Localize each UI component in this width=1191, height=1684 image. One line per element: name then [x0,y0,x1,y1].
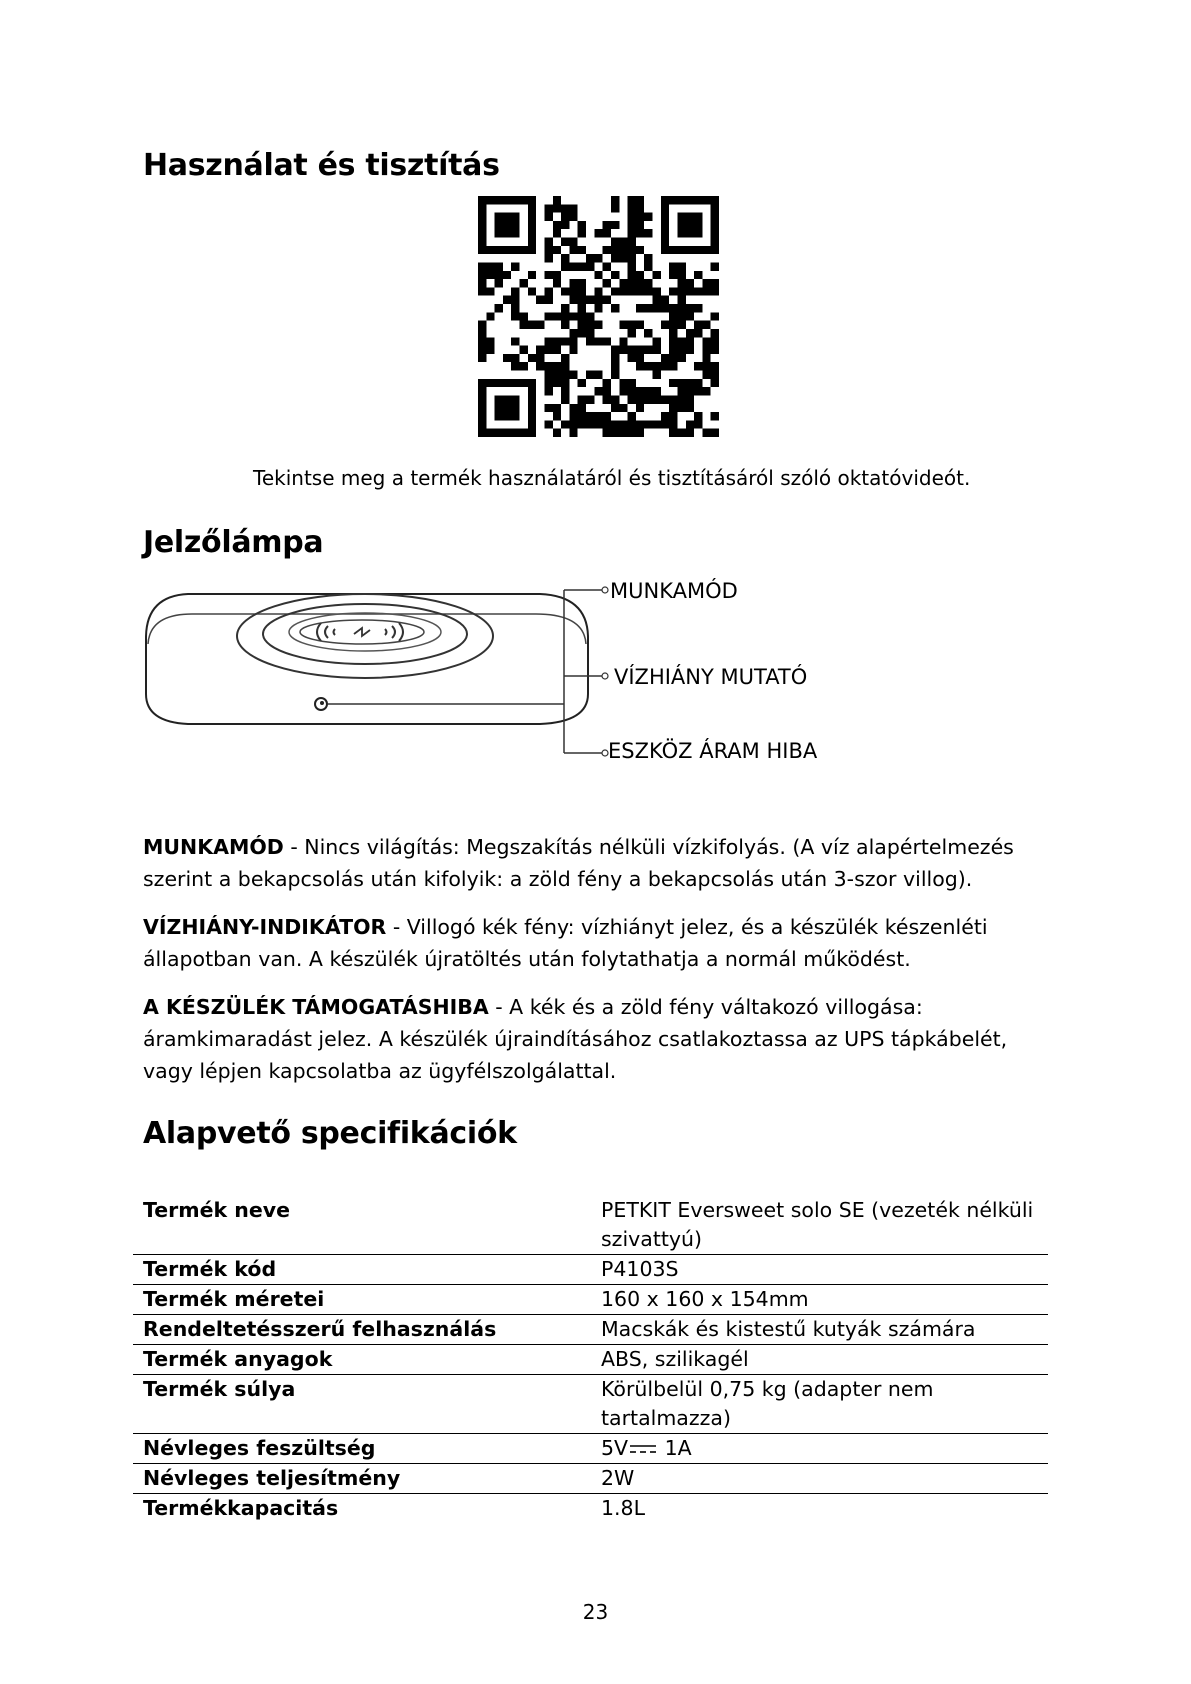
table-row [133,1345,1048,1375]
spec-key: Termék neve [143,1198,291,1222]
spec-value: Körülbelül 0,75 kg (adapter nem tartalmazza) [601,1377,934,1430]
specs-table [133,1196,1048,1523]
table-row [133,1315,1048,1345]
spec-key: Termékkapacitás [143,1496,339,1520]
spec-key: Termék súlya [143,1377,296,1401]
spec-key: Névleges teljesítmény [143,1466,401,1490]
desc-power-fault: - A kék és a zöld fény váltakozó villogása: áramkimaradást jelez. A készülék újraindításához csatlakoztassa az UPS tápkábelét, vagy lépjen kapcsolatba az ügyfélszolgálattal. [143,995,1008,1083]
label-water-shortage: VÍZHIÁNY MUTATÓ [614,665,808,689]
spec-key: Termék anyagok [143,1347,333,1371]
spec-value: 2W [601,1466,635,1490]
dc-current-icon [630,1443,656,1455]
desc-water-shortage: - Villogó kék fény: vízhiányt jelez, és a készülék készenléti állapotban van. A készülék újratöltés után folytathatja a normál működést. [143,915,988,971]
desc-work-mode: - Nincs világítás: Megszakítás nélküli vízkifolyás. (A víz alapértelmezés szerint a bekapcsolás után kifolyik: a zöld fény a bekapcsolás után 3-szor villog). [143,835,1014,891]
table-row [133,1464,1048,1494]
paragraph-water-shortage [143,911,1063,975]
label-work-mode: MUNKAMÓD [610,579,738,603]
paragraph-power-fault [143,991,1063,1087]
spec-value: ABS, szilikagél [601,1347,749,1371]
table-row [133,1434,1048,1464]
qr-code [478,196,719,437]
current-value: 1A [658,1436,692,1460]
paragraph-work-mode [143,831,1063,895]
spec-value: Macskák és kistestű kutyák számára [601,1317,976,1341]
spec-value: 160 x 160 x 154mm [601,1287,809,1311]
section-title-indicator: Jelzőlámpa [143,525,324,560]
voltage-value: 5V [601,1436,629,1460]
spec-key: Rendeltetésszerű felhasználás [143,1317,497,1341]
term-work-mode: MUNKAMÓD [143,835,284,859]
spec-value [591,1434,1048,1464]
page-number: 23 [582,1600,609,1624]
spec-value: 1.8L [601,1496,646,1520]
spec-key: Termék kód [143,1257,277,1281]
term-water-shortage: VÍZHIÁNY-INDIKÁTOR [143,915,387,939]
qr-caption: Tekintse meg a termék használatáról és tisztításáról szóló oktatóvideót. [253,466,971,490]
term-power-fault: A KÉSZÜLÉK TÁMOGATÁSHIBA [143,995,489,1019]
spec-key: Termék méretei [143,1287,325,1311]
table-row [133,1255,1048,1285]
table-row [133,1494,1048,1524]
table-row [133,1285,1048,1315]
spec-value: PETKIT Eversweet solo SE (vezeték nélküli szivattyú) [601,1198,1034,1251]
table-row [133,1375,1048,1434]
section-title-usage: Használat és tisztítás [143,148,500,183]
spec-value: P4103S [601,1257,679,1281]
table-row [133,1196,1048,1255]
label-power-fault: ESZKÖZ ÁRAM HIBA [608,739,818,763]
section-title-specs: Alapvető specifikációk [143,1116,517,1151]
spec-key: Névleges feszültség [143,1436,376,1460]
